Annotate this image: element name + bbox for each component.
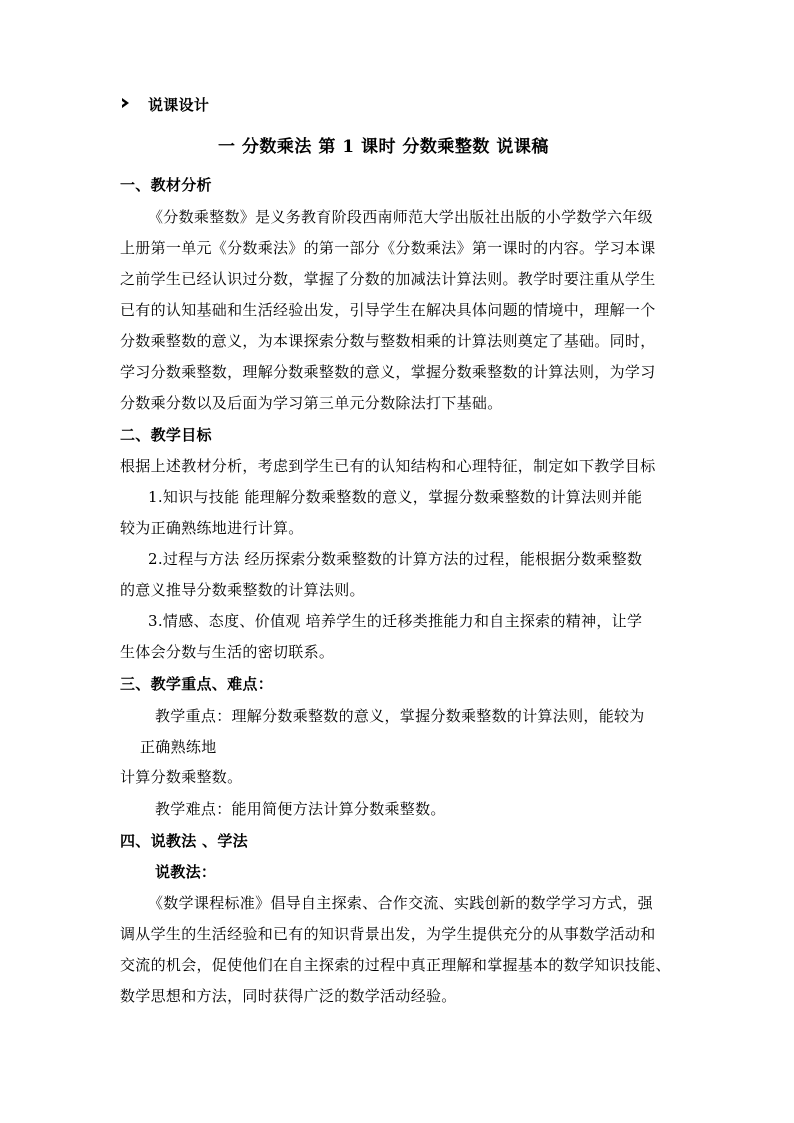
paragraph-line: 之前学生已经认识过分数，掌握了分数的加减法计算法则。教学时要注重从学生 [120,270,656,288]
page-title: 一 分数乘法 第 1 课时 分数乘整数 说课稿 [218,137,549,157]
paragraph-line: 上册第一单元《分数乘法》的第一部分《分数乘法》第一课时的内容。学习本课 [120,239,656,257]
paragraph-line: 数学思想和方法，同时获得广泛的数学活动经验。 [120,987,457,1005]
paragraph-line: 生体会分数与生活的密切联系。 [120,643,335,661]
paragraph-line: 《分数乘整数》是义务教育阶段西南师范大学出版社出版的小学数学六年级 [148,208,653,226]
paragraph-line: 2.过程与方法 经历探索分数乘整数的计算方法的过程，能根据分数乘整数 [148,550,643,568]
paragraph-line: 正确熟练地 [140,738,217,756]
paragraph-line: 已有的认知基础和生活经验出发，引导学生在解决具体问题的情境中，理解一个 [120,301,656,319]
paragraph-line: 调从学生的生活经验和已有的知识背景出发，为学生提供充分的从事数学活动和 [120,925,656,943]
paragraph-line: 分数乘分数以及后面为学习第三单元分数除法打下基础。 [120,394,503,412]
section-heading-2: 二、教学目标 [120,426,212,444]
section-heading-3: 三、教学重点、难点： [120,675,274,693]
subsection-heading: 说教法： [155,863,217,881]
paragraph-line: 交流的机会，促使他们在自主探索的过程中真正理解和掌握基本的数学知识技能、 [120,956,671,974]
paragraph-line: 计算分数乘整数。 [120,768,243,786]
section-heading-4: 四、说教法 、学法 [120,832,248,850]
paragraph-line: 1.知识与技能 能理解分数乘整数的意义，掌握分数乘整数的计算法则并能 [148,488,643,506]
paragraph-line: 根据上述教材分析，考虑到学生已有的认知结构和心理特征，制定如下教学目标 [120,457,656,475]
paragraph-line: 的意义推导分数乘整数的计算法则。 [120,581,365,599]
paragraph-line: 分数乘整数的意义，为本课探索分数与整数相乘的计算法则奠定了基础。同时， [120,332,656,350]
paragraph-line: 较为正确熟练地进行计算。 [120,519,304,537]
arrow-bullet-icon [122,98,129,108]
section-heading-1: 一、教材分析 [120,176,212,194]
paragraph-line: 教学难点：能用简便方法计算分数乘整数。 [155,800,446,818]
paragraph-line: 《数学课程标准》倡导自主探索、合作交流、实践创新的数学学习方式，强 [148,894,653,912]
paragraph-line: 3.情感、态度、价值观 培养学生的迁移类推能力和自主探索的精神，让学 [148,612,643,630]
paragraph-line: 教学重点：理解分数乘整数的意义，掌握分数乘整数的计算法则，能较为 [155,707,645,725]
paragraph-line: 学习分数乘整数，理解分数乘整数的意义，掌握分数乘整数的计算法则，为学习 [120,363,656,381]
section-label: 说课设计 [148,96,210,114]
